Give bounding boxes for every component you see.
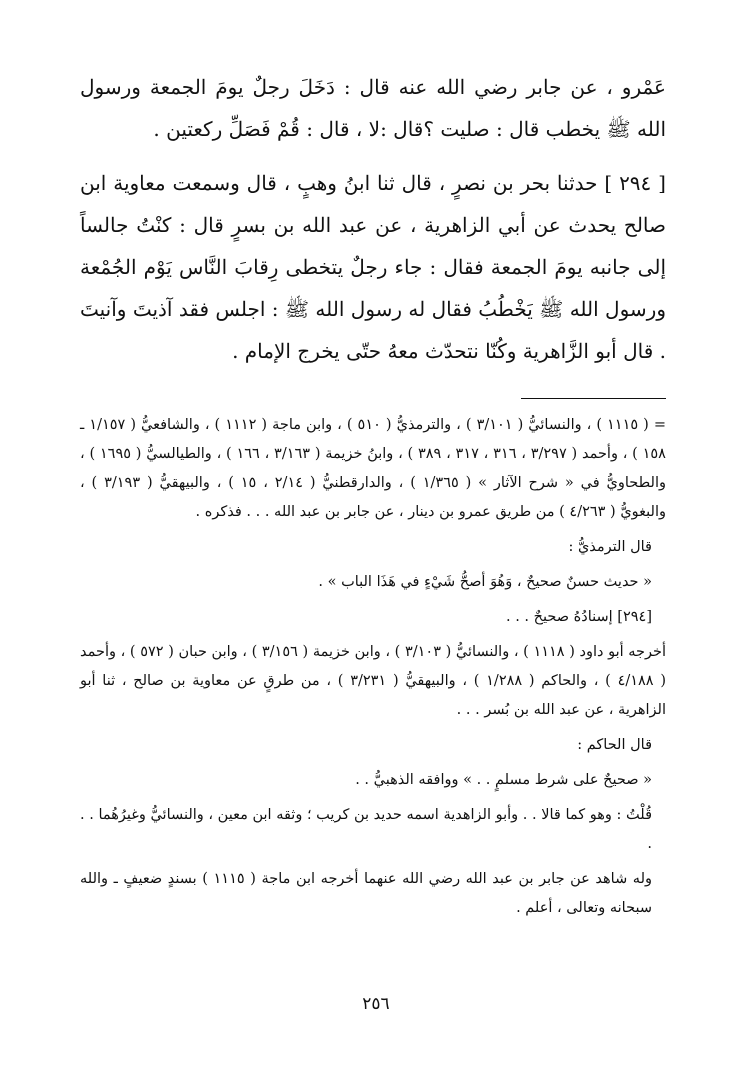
isnad-note: [٢٩٤] إسنادُهُ صحيحٌ . . . bbox=[505, 609, 652, 625]
footnote-continuation: = ( ١١١٥ ) ، والنسائيُّ ( ٣/١٠١ ) ، والترمذيُّ ( ٥١٠ ) ، وابن ماجة ( ١١١٢ ) ، والشافعيُّ ( ١/١٥٧ ـ ١٥٨ ) ، وأحمد ( ٣/٢٩٧ ، ٣١٦ ، ٣١٧ ، ٣٨٩ ) ، وابنُ خزيمة ( ٣/١٦٣ ، ١٦٦ ) ، والطيالسيُّ ( ١٦٩٥ ) ، والطحاويُّ في « شرح الآثار » ( ١/٣٦٥ ) ، والدارقطنيُّ ( ٢/١٤ ، ١٥ ) ، والبيهقيُّ ( ٣/١٩٣ ) ، والبغويُّ ( ٤/٢٦٣ ) من طريق عمرو بن دينار ، عن جابر بن عبد الله . . . فذكره . bbox=[80, 417, 667, 520]
shahid-note: وله شاهد عن جابر بن عبد الله رضي الله عنهما أخرجه ابن ماجة ( ١١١٥ ) بسندٍ ضعيفٍ ـ والله سبحانه وتعالى ، أعلم . bbox=[80, 871, 653, 916]
page-number: ٢٥٦ bbox=[362, 994, 390, 1014]
book-page bbox=[80, 66, 666, 1089]
qultu-note: قُلْتُ : وهو كما قالا . . وأبو الزاهدية اسمه حديد بن كريب ؛ وثقه ابن معين ، والنسائيُّ وغيرُهُما . . . bbox=[80, 807, 652, 852]
tirmidhi-quote: « حديث حسنٌ صحيحٌ ، وَهُوَ أصحُّ شَيْءٍ في هَذَا الباب » . bbox=[318, 574, 652, 590]
takhrij-text: أخرجه أبو داود ( ١١١٨ ) ، والنسائيُّ ( ٣/١٠٣ ) ، وابن خزيمة ( ٣/١٥٦ ) ، وابن حبان ( ٥٧٢ ) ، وأحمد ( ٤/١٨٨ ) ، والحاكم ( ١/٢٨٨ ) ، والبيهقيُّ ( ٣/٢٣١ ) ، من طرقٍ عن معاوية بن صالح ، ثنا أبو الزاهرية ، عن عبد الله بن بُسر . . . bbox=[80, 644, 666, 718]
hakim-label: قال الحاكم : bbox=[577, 737, 652, 753]
main-paragraph-2: [ ٢٩٤ ] حدثنا بحر بن نصرٍ ، قال ثنا ابنُ وهبٍ ، قال وسمعت معاوية ابن صالح يحدث عن أبي الزاهرية ، عن عبد الله بن بسرٍ قال : كنْتُ جالساً إلى جانبه يومَ الجمعة فقال : جاء رجلٌ يتخطى رِقابَ النَّاس يَوْم الجُمْعة ورسول الله ﷺ يَخْطُبُ فقال له رسول الله ﷺ : اجلس فقد آذيتَ وآنيتَ . قال أبو الزَّاهرية وكُنّا نتحدّث معهُ حتّى يخرج الإمام . bbox=[80, 171, 666, 363]
hakim-quote: « صحيحٌ على شرط مسلمٍ . . » ووافقه الذهبيُّ . . bbox=[355, 772, 652, 788]
main-paragraph-1: عَمْرو ، عن جابر رضي الله عنه قال : دَخَلَ رجلٌ يومَ الجمعة ورسول الله ﷺ يخطب قال : صليت ؟قال :لا ، قال : قُمْ فَصَلِّ ركعتين . bbox=[80, 75, 666, 141]
main-text bbox=[80, 66, 666, 372]
tirmidhi-label: قال الترمذيُّ : bbox=[568, 539, 652, 555]
footnotes bbox=[80, 411, 666, 923]
footnote-divider bbox=[521, 398, 666, 399]
